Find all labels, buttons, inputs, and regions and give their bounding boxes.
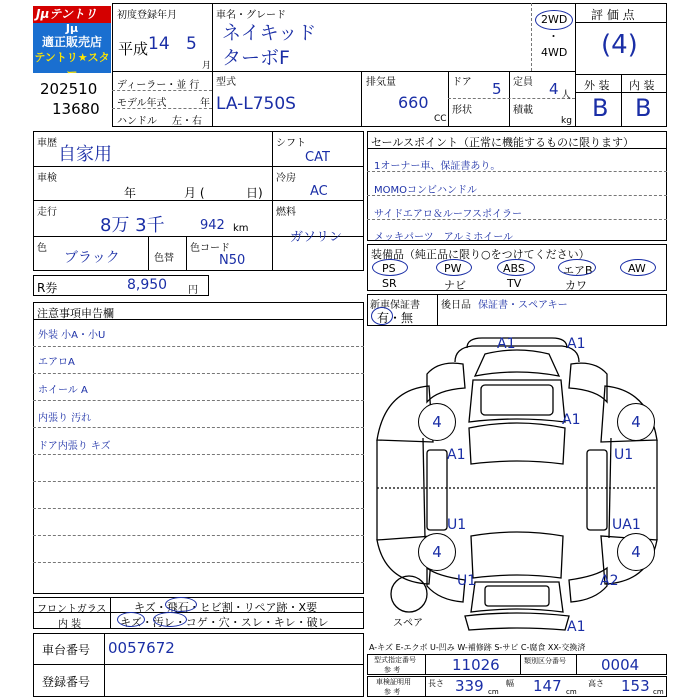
mark-front-right: A1 [567, 336, 586, 352]
reg-year: 14 [148, 34, 170, 54]
exterior-grade: B [592, 94, 609, 122]
car-name-label: 車名・グレード [216, 10, 286, 21]
type-cert-value: 11026 [452, 656, 500, 674]
dims-label: 車検証明用 [376, 678, 411, 686]
color-code: N50 [219, 253, 246, 268]
eval-label: 評 価 点 [591, 8, 635, 22]
displacement-unit: CC [434, 114, 447, 124]
inspection-year: 年 [124, 186, 137, 200]
height-label: 高さ [588, 679, 604, 688]
equip-aw: AW [628, 262, 646, 275]
height-unit: cm [653, 688, 664, 696]
fuel-value: ガソリン [290, 230, 343, 245]
equip-abs-ring [497, 259, 535, 276]
reg-month: 5 [186, 34, 197, 54]
logo-line2: テントリ★スター [34, 51, 110, 79]
sales-item-1: 1オーナー車、保証書あり。 [374, 161, 501, 172]
doors-value: 5 [492, 80, 502, 98]
chassis-label: 車台番号 [42, 643, 91, 657]
sales-item-3: サイドエアロ＆ルーフスポイラー [374, 209, 522, 220]
handle-opts: 左・右 [172, 116, 202, 127]
dealer-label: ディーラー・並 行 [117, 80, 200, 91]
type-cert-sub: 参 考 [384, 666, 401, 674]
sales-item-4: メッキパーツ アルミホイール [374, 232, 513, 243]
interior-grade: B [635, 94, 652, 122]
items-value: 保証書・スペアキー [478, 300, 568, 311]
shape-label: 形状 [452, 105, 472, 116]
ac-value: AC [310, 184, 328, 199]
reg-date-label: 初度登録年月 [117, 10, 177, 21]
front-glass-text: キズ・飛石・ヒビ割・リペア跡・X要 [134, 601, 318, 614]
mark-right-rear-door: UA1 [612, 517, 641, 533]
equip-pw-ring [436, 259, 472, 276]
mark-rear-left: U1 [457, 573, 477, 589]
class-label: 類別区分番号 [524, 657, 566, 665]
car-grade: ターボF [222, 47, 290, 69]
tire-rear-right: 4 [617, 533, 655, 571]
items-label: 後日品 [441, 300, 471, 311]
inspection-day: 日) [246, 186, 263, 200]
warranty-yes-ring [371, 307, 393, 325]
equip-airbag: エアB [563, 264, 593, 277]
spare-label: スペア [393, 618, 423, 629]
dims-sub: 参 考 [384, 688, 401, 696]
note-line-3: ホイール A [38, 385, 88, 396]
inspection-month: 月 ( [184, 186, 205, 200]
equipment-title: 装備品（純正品に限り○をつけてください） [371, 248, 590, 261]
reg-era: 平成 [118, 40, 149, 58]
height-value: 153 [621, 677, 650, 695]
damage-legend: A-キズ E-エクボ U-凹み W-補修跡 S-サビ C-腐食 XX-交換済 [369, 643, 586, 652]
tire-rear-left: 4 [418, 533, 456, 571]
usage-label: 車歴 [37, 138, 57, 149]
len-value: 339 [455, 677, 484, 695]
mileage-sub: 942 [200, 218, 225, 233]
equip-ps: PS [382, 262, 396, 275]
shift-value: CAT [305, 150, 330, 165]
model-year-label: モデル年式 [117, 98, 167, 109]
capacity-value: 4 [549, 80, 559, 98]
recycle-label: R券 [37, 281, 58, 295]
reg-no-label: 登録番号 [42, 675, 91, 689]
width-label: 幅 [506, 679, 514, 688]
shift-label: シフト [276, 138, 306, 149]
equip-sr: SR [382, 277, 397, 290]
displacement-value: 660 [398, 93, 429, 112]
drive-2wd: 2WD [541, 13, 568, 26]
recycle-value: 8,950 [127, 277, 168, 293]
load-unit: kg [561, 116, 572, 126]
capacity-unit: 人 [561, 90, 571, 101]
car-diagram [367, 330, 667, 640]
equip-airbag-ring [558, 259, 596, 276]
width-unit: cm [566, 688, 577, 696]
logo [33, 6, 111, 79]
mark-left-front-door: A1 [447, 447, 466, 463]
displacement-label: 排気量 [366, 77, 396, 88]
color-label: 色 [37, 243, 47, 254]
reg-month-unit: 月 [202, 61, 212, 71]
warranty-opts: 有・無 [377, 311, 414, 325]
equip-pw: PW [444, 262, 462, 275]
model-value: LA-L750S [216, 94, 296, 114]
load-label: 積載 [513, 105, 533, 116]
car-name: ネイキッド [222, 22, 317, 44]
equip-navi: ナビ [444, 279, 466, 292]
equip-abs: ABS [503, 262, 525, 275]
model-year-unit: 年 [200, 98, 210, 109]
note-line-4: 内張り 汚れ [38, 413, 92, 424]
note-line-2: エアロA [38, 357, 75, 368]
logo-brand: Jμテントリ [33, 6, 111, 23]
ac-label: 冷房 [276, 173, 296, 184]
interior-stain-ring [153, 612, 187, 627]
recycle-unit: 円 [188, 285, 198, 296]
exterior-label: 外 装 [584, 79, 610, 92]
capacity-label: 定員 [513, 77, 533, 88]
stock-no-2: 13680 [52, 100, 100, 118]
type-cert-label: 型式指定番号 [374, 656, 416, 664]
equip-leather: カワ [565, 279, 587, 292]
mark-right-front-door: U1 [614, 447, 634, 463]
notes-title: 注意事項申告欄 [37, 307, 114, 320]
interior-cond-text: キズ・汚レ・コゲ・穴・スレ・キレ・破レ [120, 616, 329, 629]
drive-4wd: 4WD [541, 46, 568, 59]
mark-rear-bumper: A1 [567, 619, 586, 635]
mark-left-rear-door: U1 [447, 517, 467, 533]
stock-no-1: 202510 [40, 80, 98, 98]
color-value: ブラック [64, 250, 120, 266]
sales-title: セールスポイント（正常に機能するものに限ります） [371, 136, 635, 149]
eval-score: (4) [601, 30, 638, 60]
mileage-value: 8万 3千 [100, 215, 165, 236]
tire-front-left: 4 [418, 403, 456, 441]
interior-cond-label: 内 装 [58, 619, 82, 630]
color-code-label: 色コード [190, 243, 230, 254]
handle-label: ハンドル [117, 116, 157, 127]
width-value: 147 [533, 677, 562, 695]
class-value: 0004 [601, 656, 640, 674]
front-glass-label: フロントガラス [37, 604, 107, 615]
usage-value: 自家用 [58, 144, 112, 165]
logo-sub-brand: Jμ [65, 22, 79, 35]
note-line-1: 外装 小A・小U [38, 330, 106, 341]
repaint-label: 色替 [154, 253, 174, 264]
front-glass-ring [165, 597, 197, 612]
len-label: 長さ [428, 679, 444, 688]
mark-front-left: A1 [497, 336, 516, 352]
drive-dot: ・ [548, 30, 559, 43]
len-unit: cm [488, 688, 499, 696]
mark-rear-right: A2 [600, 573, 619, 589]
tire-front-right: 4 [617, 403, 655, 441]
equip-tv: TV [507, 277, 522, 290]
note-line-5: ドア内張り キズ [38, 441, 111, 452]
inspection-label: 車検 [37, 173, 57, 184]
mark-hood: A1 [562, 412, 581, 428]
sales-item-2: MOMOコンビハンドル [374, 185, 477, 196]
logo-line1: 適正販売店 [41, 35, 102, 49]
doors-label: ドア [452, 77, 472, 88]
mileage-unit: km [233, 223, 249, 234]
equip-aw-ring [620, 259, 656, 276]
recycle-frame [33, 275, 209, 296]
equip-ps-ring [372, 259, 408, 276]
fuel-label: 燃料 [276, 207, 296, 218]
interior-scratch-ring [117, 612, 145, 627]
warranty-label: 新車保証書 [370, 300, 420, 311]
model-label: 型式 [216, 77, 236, 88]
chassis-value: 0057672 [108, 639, 175, 657]
interior-label: 内 装 [629, 79, 655, 92]
mileage-label: 走行 [37, 207, 57, 218]
drive-2wd-ring [535, 10, 573, 30]
